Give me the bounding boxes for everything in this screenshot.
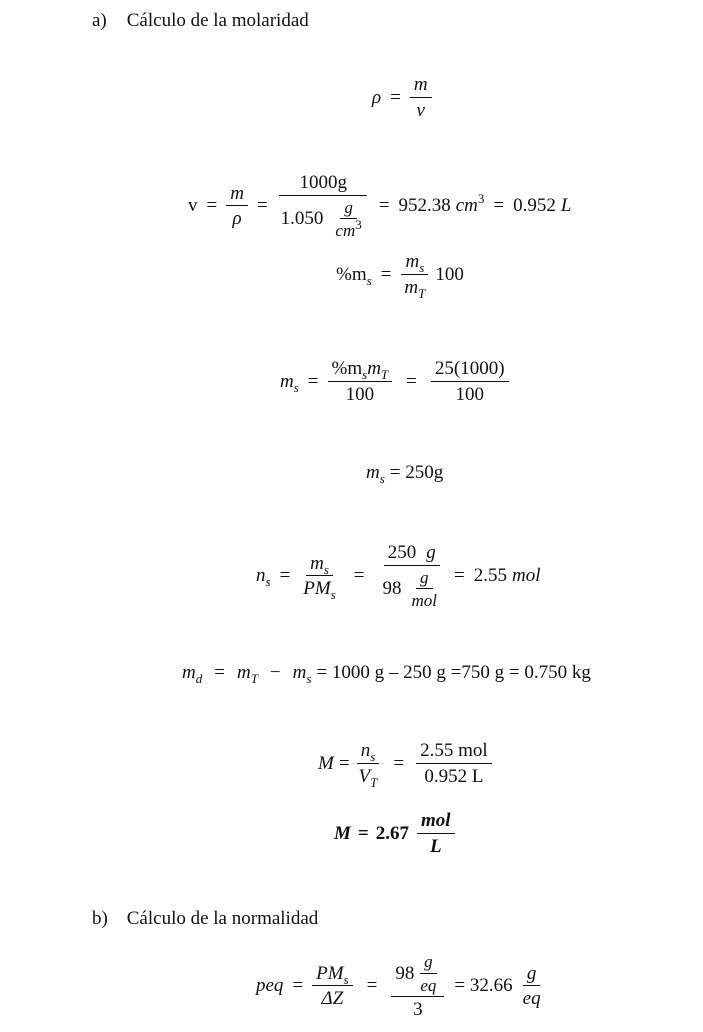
eq8-lhs: M bbox=[318, 752, 334, 774]
eq2-unit-den: cm bbox=[335, 221, 356, 241]
eq6-result: 2.55 bbox=[473, 565, 507, 587]
eq10-f2-unit-den: eq bbox=[420, 975, 437, 995]
eq2-result2-unit: L bbox=[560, 195, 572, 217]
equation-solute-mass-result bbox=[366, 462, 443, 484]
eq3-num-sub: s bbox=[419, 260, 425, 275]
eq2-frac1 bbox=[226, 183, 248, 231]
eq7-rest: = 1000 g – 250 g =750 g = 0.750 kg bbox=[316, 662, 591, 683]
eq3-num: m bbox=[405, 251, 420, 272]
equation-moles: $n_s$ = $\frac{m_s}{PM_s}$ = 250 g 98 $\frac{g}{\text{mol}}$ = 2.55 mol bbox=[256, 542, 541, 611]
eq9-unit-num: mol bbox=[417, 810, 455, 834]
equation-percent-mass: $\%m_s$ = $\frac{m_s}{m_T}$ 100 bbox=[336, 251, 464, 301]
eq10-f1-num: PM bbox=[316, 962, 344, 984]
eq10-lhs: peq bbox=[256, 975, 284, 997]
eq9-unit-frac bbox=[417, 810, 455, 858]
eq6-frac2 bbox=[379, 542, 446, 611]
eq6-lhs: n bbox=[256, 565, 266, 587]
section-b-heading bbox=[92, 908, 318, 930]
eq10-unit-den: eq bbox=[522, 988, 541, 1010]
eq10-f1-den: ΔZ bbox=[321, 988, 344, 1010]
eq10-result: = 32.66 bbox=[454, 975, 513, 997]
eq8-f1-num-sub: s bbox=[370, 749, 376, 764]
equation-equivalent-weight: peq = $\frac{PM_s}{\Delta Z}$ = 98 $\frac{g}{eq}$ 3 = 32.66 $\frac{g}{eq}$ bbox=[256, 952, 545, 1021]
eq4-lhs: m bbox=[280, 370, 294, 392]
eq8-frac2 bbox=[416, 740, 492, 788]
eq6-f1-num-sub: s bbox=[323, 561, 329, 577]
eq6-f2-num: 250 bbox=[387, 542, 417, 563]
eq10-f2-den: 3 bbox=[413, 999, 423, 1021]
eq6-unit-num: g bbox=[416, 568, 433, 590]
eq2-result1-exp: 3 bbox=[477, 191, 485, 207]
eq9-unit-den: L bbox=[429, 835, 442, 857]
eq8-frac1 bbox=[355, 740, 382, 788]
eq8-f2-num: 2.55 mol bbox=[416, 740, 492, 764]
eq7-a: m bbox=[182, 662, 196, 683]
eq2-f1-num: m bbox=[226, 183, 248, 207]
eq2-result1: 952.38 bbox=[398, 195, 451, 217]
eq5-lhs: m bbox=[366, 462, 380, 483]
eq3-lhs-sub: s bbox=[366, 272, 372, 288]
eq2-result1-unit: cm bbox=[455, 195, 478, 217]
equation-density: ρ = $\frac{m}{v}$ bbox=[372, 74, 432, 122]
equation-solute-mass: $m_s$ = $\frac{\%m_sm_T}{100}$ = $\frac{25(1000)}{100}$ bbox=[280, 358, 509, 406]
eq5-lhs-sub: s bbox=[379, 471, 385, 486]
eq3-factor: 100 bbox=[435, 263, 464, 285]
eq9-value: 2.67 bbox=[375, 822, 409, 844]
eq8-f2-den: 0.952 L bbox=[424, 765, 484, 787]
eq2-result2: 0.952 bbox=[513, 195, 556, 217]
eq7-a-sub: d bbox=[195, 671, 203, 686]
eq10-f2-unit-num: g bbox=[420, 952, 437, 974]
eq3-frac bbox=[400, 251, 429, 299]
eq2-unit-exp: 3 bbox=[355, 217, 362, 233]
eq4-lhs-sub: s bbox=[293, 379, 299, 395]
eq2-f2-num: 1000g bbox=[299, 172, 347, 193]
eq4-f1-num-b: m bbox=[367, 358, 381, 379]
eq1-fraction bbox=[410, 74, 432, 122]
eq6-f2-num-unit: g bbox=[426, 542, 436, 563]
eq4-f1-num-a-sub: s bbox=[362, 367, 368, 382]
equation-volume: v = $\frac{m}{\rho}$ = 1000g 1.050 $\frac{g}{cm^3}$ = 952.38 cm 3 = 0.952 L bbox=[188, 172, 572, 241]
section-b-title: Cálculo de la normalidad bbox=[126, 908, 319, 929]
eq6-unit-den: mol bbox=[411, 591, 437, 611]
eq4-f1-num-b-sub: T bbox=[380, 367, 389, 382]
eq3-den-sub: T bbox=[418, 285, 426, 301]
eq8-f1-den: V bbox=[358, 765, 371, 787]
eq5-rhs: = 250g bbox=[389, 462, 444, 483]
eq7-b: m bbox=[236, 662, 251, 683]
eq2-f1-den: ρ bbox=[232, 208, 242, 230]
eq4-f2-den: 100 bbox=[455, 383, 484, 405]
eq4-f1-num-a: %m bbox=[331, 358, 363, 379]
eq1-den: v bbox=[416, 99, 425, 121]
eq7-b-sub: T bbox=[250, 671, 258, 686]
eq6-f1-num: m bbox=[310, 552, 324, 574]
eq1-num: m bbox=[410, 74, 432, 98]
eq7-c: m bbox=[292, 662, 307, 683]
equation-molarity-result: M = 2.67 $\frac{\text{mol}}{L}$ bbox=[334, 810, 455, 858]
eq2-frac2 bbox=[277, 172, 370, 241]
eq10-f2-num-coef: 98 bbox=[395, 962, 415, 984]
eq9-lhs: M bbox=[334, 822, 351, 844]
eq3-den: m bbox=[404, 276, 419, 298]
equation-solvent-mass: $m_d$ = $m_T$ − $m_s$ = 1000 g – 250 g =750 g = 0.750 kg bbox=[182, 662, 591, 686]
eq10-frac2 bbox=[391, 952, 444, 1021]
eq10-unit-frac bbox=[519, 963, 545, 1011]
eq4-frac1 bbox=[328, 358, 393, 406]
eq3-lhs: %m bbox=[336, 263, 367, 285]
eq6-frac1 bbox=[299, 553, 340, 601]
eq10-frac1 bbox=[312, 963, 353, 1011]
eq8-f1-den-sub: T bbox=[370, 774, 378, 790]
eq6-f1-den-sub: s bbox=[330, 587, 336, 603]
eq2-unit-num: g bbox=[340, 198, 357, 220]
eq7-c-sub: s bbox=[306, 671, 312, 686]
eq6-f2-den-coef: 98 bbox=[382, 578, 402, 600]
section-b-label: b) bbox=[92, 908, 108, 929]
eq6-result-unit: mol bbox=[511, 565, 541, 587]
section-a-title: Cálculo de la molaridad bbox=[126, 10, 309, 31]
eq4-f1-den: 100 bbox=[345, 383, 375, 405]
section-a-label: a) bbox=[92, 10, 107, 31]
eq10-unit-num: g bbox=[523, 963, 541, 987]
eq10-f1-num-sub: s bbox=[343, 971, 349, 987]
equation-molarity: M = $\frac{n_s}{V_T}$ = $\frac{\text{2.55 mol}}{0.952 L}$ bbox=[318, 740, 492, 788]
eq6-f1-den: PM bbox=[303, 578, 331, 600]
eq2-lhs: v bbox=[188, 195, 198, 217]
eq8-f1-num: n bbox=[360, 740, 371, 761]
eq4-frac2 bbox=[431, 358, 509, 406]
eq4-f2-num: 25(1000) bbox=[431, 358, 509, 382]
section-a-heading bbox=[92, 10, 309, 32]
eq2-f2-den-coef: 1.050 bbox=[280, 208, 324, 230]
eq6-lhs-sub: s bbox=[265, 574, 271, 590]
eq1-lhs: ρ bbox=[372, 86, 382, 108]
